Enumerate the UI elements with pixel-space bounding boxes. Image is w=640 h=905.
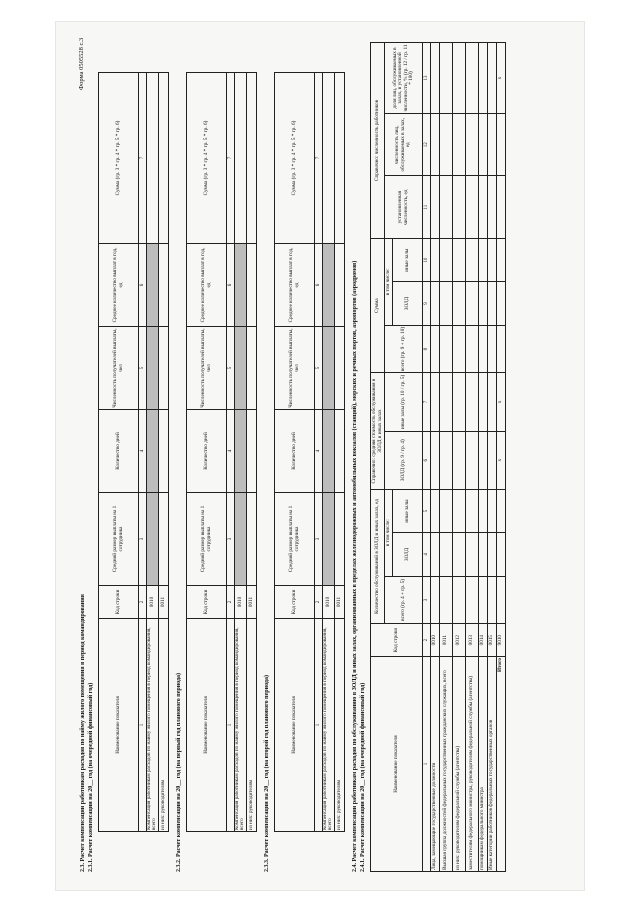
t3-cell — [334, 73, 344, 244]
t3-row1-code: 0010 — [323, 586, 335, 619]
t2-col-num: 7 — [227, 73, 235, 244]
t3-col-num: 4 — [315, 410, 323, 493]
t1-cell — [147, 327, 159, 410]
t1-cell — [147, 244, 159, 327]
t4-h-ref-staff: установленная численность, ед — [385, 176, 423, 238]
t3-col-num: 6 — [315, 244, 323, 327]
t1-h-name: Наименование показателя — [99, 619, 139, 832]
t4-col-num: 9 — [423, 282, 431, 325]
t3-cell — [334, 493, 344, 586]
t2-cell — [246, 327, 256, 410]
t3-col-num: 1 — [315, 619, 323, 832]
t1-col-num: 1 — [139, 619, 147, 832]
t1-h-recipients: Численность получателей выплаты, чел — [99, 327, 139, 410]
t2-h-payments: Среднее количество выплат в год, ед — [187, 244, 227, 327]
t4-col-num: 5 — [423, 489, 431, 532]
table4-title: 2.4.1. Расчет компенсации на 20__ год (на очередной финансовый год) — [360, 682, 366, 872]
t3-h-recipients: Численность получателей выплаты, чел — [275, 327, 315, 410]
t1-row2-code: 0011 — [158, 586, 168, 619]
t4-h-cost-zold: ЗОЛД (гр. 9 / гр. 4) — [385, 431, 423, 489]
t3-h-code: Код строки — [275, 586, 315, 619]
t4-row-code: 0011 — [440, 624, 453, 657]
t4-x-mark: x — [497, 373, 506, 431]
t4-row-code: 0014 — [479, 624, 488, 657]
t4-h-sum-zold: ЗОЛД — [393, 282, 423, 325]
table4 — [370, 42, 506, 872]
t2-col-num: 6 — [227, 244, 235, 327]
t2-h-avg: Средний размер выплаты на 1 сотрудника — [187, 493, 227, 586]
t4-col-num: 11 — [423, 176, 431, 238]
t4-h-sum-other: иные залы — [393, 238, 423, 281]
t4-row-label: заместителям федерального министра, руководителям федеральной службы (агентства) — [466, 657, 479, 872]
t1-col-num: 3 — [139, 493, 147, 586]
t3-col-num: 2 — [315, 586, 323, 619]
t2-cell — [246, 73, 256, 244]
t4-h-cost-other: иные залы (гр. 10 / гр. 5) — [385, 373, 423, 431]
t4-h-sum-incl: в том числе: — [385, 238, 393, 325]
t1-cell — [147, 493, 159, 586]
t1-h-sum: Сумма (гр. 3 * гр. 4 * гр. 5 * гр. 6) — [99, 73, 139, 244]
t3-col-num: 5 — [315, 327, 323, 410]
t4-col-num: 7 — [423, 373, 431, 431]
t1-cell — [147, 410, 159, 493]
form-number: Форма 0505528 с.3 — [78, 37, 85, 90]
t4-h-qty: Количество обслуживаний в ЗОЛД и иных залах, ед — [371, 489, 385, 623]
t2-row1-code: 0010 — [235, 586, 247, 619]
t2-h-name: Наименование показателя — [187, 619, 227, 832]
t1-h-avg: Средний размер выплаты на 1 сотрудника — [99, 493, 139, 586]
t4-h-ref-served: численность лиц, обслуживаемых в залах, ед — [385, 114, 423, 176]
t4-col-num: 3 — [423, 576, 431, 624]
t2-row2-code: 0011 — [246, 586, 256, 619]
rotated-form — [72, 30, 562, 880]
t3-h-name: Наименование показателя — [275, 619, 315, 832]
t2-h-sum: Сумма (гр. 3 * гр. 4 * гр. 5 * гр. 6) — [187, 73, 227, 244]
t3-h-days: Количество дней — [275, 410, 315, 493]
t4-col-num: 8 — [423, 325, 431, 373]
table3-title: 2.3.3. Расчет компенсации на 20__ год (на второй год планового периода) — [264, 675, 270, 872]
t4-row-label: помощникам федерального министра — [479, 657, 488, 872]
t2-h-recipients: Численность получателей выплаты, чел — [187, 327, 227, 410]
t3-h-sum: Сумма (гр. 3 * гр. 4 * гр. 5 * гр. 6) — [275, 73, 315, 244]
t4-col-num: 12 — [423, 114, 431, 176]
t3-cell — [323, 493, 335, 586]
table2-title: 2.3.2. Расчет компенсации на 20__ год (на первый год планового периода) — [176, 672, 182, 872]
t1-col-num: 7 — [139, 73, 147, 244]
t3-col-num: 7 — [315, 73, 323, 244]
t4-row-code: 0013 — [466, 624, 479, 657]
t1-row1-label: Компенсация работникам расходов по найму жилого помещения в период командирования, всего — [147, 619, 159, 832]
t4-h-code: Код строки — [371, 624, 423, 657]
t1-cell — [158, 493, 168, 586]
t4-h-sum-total: всего (гр. 9 + гр. 10) — [385, 325, 423, 373]
t1-col-num: 4 — [139, 410, 147, 493]
t2-cell — [246, 493, 256, 586]
t4-col-num: 10 — [423, 238, 431, 281]
t1-col-num: 5 — [139, 327, 147, 410]
t4-row-code: 0015 — [488, 624, 497, 657]
table1-title: 2.3.1. Расчет компенсации на 20__ год (на очередной финансовый год) — [88, 682, 94, 872]
t2-cell — [235, 327, 247, 410]
t2-col-num: 1 — [227, 619, 235, 832]
t1-h-days: Количество дней — [99, 410, 139, 493]
t2-col-num: 4 — [227, 410, 235, 493]
t3-cell — [323, 73, 335, 244]
t4-h-sum: Сумма — [371, 238, 385, 372]
t4-row-label: Высшая группа должностей федеральных государственных гражданских служащих, всего — [440, 657, 453, 872]
section24-heading: 2.4. Расчет компенсации работникам расходов по обслуживанию в ЗОЛД и иных залах, организованных в пределах железнодорожных и автомобильных вокзалов (станций), морских и речных портов, аэропортов (аэродромов) — [352, 260, 358, 872]
section-heading: 2.3. Расчет компенсации работникам расходов по найму жилого помещения в период командирования — [80, 594, 86, 872]
t4-total-label: Итого — [497, 657, 506, 872]
t1-row2-label: из них: руководителям — [158, 619, 168, 832]
t2-row2-label: из них: руководителям — [246, 619, 256, 832]
t3-h-payments: Среднее количество выплат в год, ед — [275, 244, 315, 327]
t2-row1-label: Компенсация работникам расходов по найму жилого помещения в период командирования, всего — [235, 619, 247, 832]
t4-h-qty-zold: ЗОЛД — [393, 533, 423, 576]
table3 — [274, 72, 345, 832]
t3-cell — [323, 327, 335, 410]
t2-cell — [235, 73, 247, 244]
t2-col-num: 2 — [227, 586, 235, 619]
t2-cell — [246, 410, 256, 493]
t4-row-code: 0012 — [453, 624, 466, 657]
t1-h-code: Код строки — [99, 586, 139, 619]
t1-col-num: 6 — [139, 244, 147, 327]
t2-h-code: Код строки — [187, 586, 227, 619]
t1-cell — [158, 410, 168, 493]
t1-cell — [158, 73, 168, 244]
t3-col-num: 3 — [315, 493, 323, 586]
table2 — [186, 72, 257, 832]
t2-cell — [246, 244, 256, 327]
t4-total-code: 9010 — [497, 624, 506, 657]
t4-h-cost: Справочно: средняя стоимость обслуживания в ЗОЛД и иных залах — [371, 373, 385, 489]
t4-row-label: Иные категории работников федеральных государственных органов — [488, 657, 497, 872]
t3-cell — [334, 244, 344, 327]
t3-h-avg: Средний размер выплаты на 1 сотрудника — [275, 493, 315, 586]
t4-h-ref: Справочно: численность работников — [371, 43, 385, 239]
t2-cell — [235, 410, 247, 493]
t2-col-num: 3 — [227, 493, 235, 586]
t1-cell — [147, 73, 159, 244]
t4-h-qty-incl: в том числе: — [385, 489, 393, 576]
t3-cell — [334, 410, 344, 493]
t3-cell — [334, 327, 344, 410]
t4-col-num: 13 — [423, 43, 431, 114]
t1-col-num: 2 — [139, 586, 147, 619]
table1 — [98, 72, 169, 832]
t4-col-num: 6 — [423, 431, 431, 489]
t3-row2-code: 0011 — [334, 586, 344, 619]
t4-row-code: 0010 — [431, 624, 440, 657]
t2-cell — [235, 493, 247, 586]
t2-cell — [235, 244, 247, 327]
t4-h-name: Наименование показателя — [371, 657, 423, 872]
t4-h-qty-other: иные залы — [393, 489, 423, 532]
t3-cell — [323, 244, 335, 327]
t4-row-label: Лица, замещающие государственные должности — [431, 657, 440, 872]
t4-col-num: 4 — [423, 533, 431, 576]
t3-cell — [323, 410, 335, 493]
t4-h-qty-total: всего (гр. 4 + гр. 5) — [385, 576, 423, 624]
t4-x-mark: x — [497, 43, 506, 114]
t4-col-num: 2 — [423, 624, 431, 657]
t4-row-label: из них: руководителям федеральной службы (агентства) — [453, 657, 466, 872]
t4-h-ref-share: доля лиц, обслуживаемых в залах, в установленной численности, % (гр. 12 / гр. 11 * 100) — [385, 43, 423, 114]
t4-x-mark: x — [497, 431, 506, 489]
t1-cell — [158, 244, 168, 327]
t2-col-num: 5 — [227, 327, 235, 410]
t1-row1-code: 0010 — [147, 586, 159, 619]
t3-row2-label: из них: руководителям — [334, 619, 344, 832]
t1-h-payments: Среднее количество выплат в год, ед — [99, 244, 139, 327]
t2-h-days: Количество дней — [187, 410, 227, 493]
t3-row1-label: Компенсация работникам расходов по найму жилого помещения в период командирования, всего — [323, 619, 335, 832]
t1-cell — [158, 327, 168, 410]
t4-col-num: 1 — [423, 657, 431, 872]
